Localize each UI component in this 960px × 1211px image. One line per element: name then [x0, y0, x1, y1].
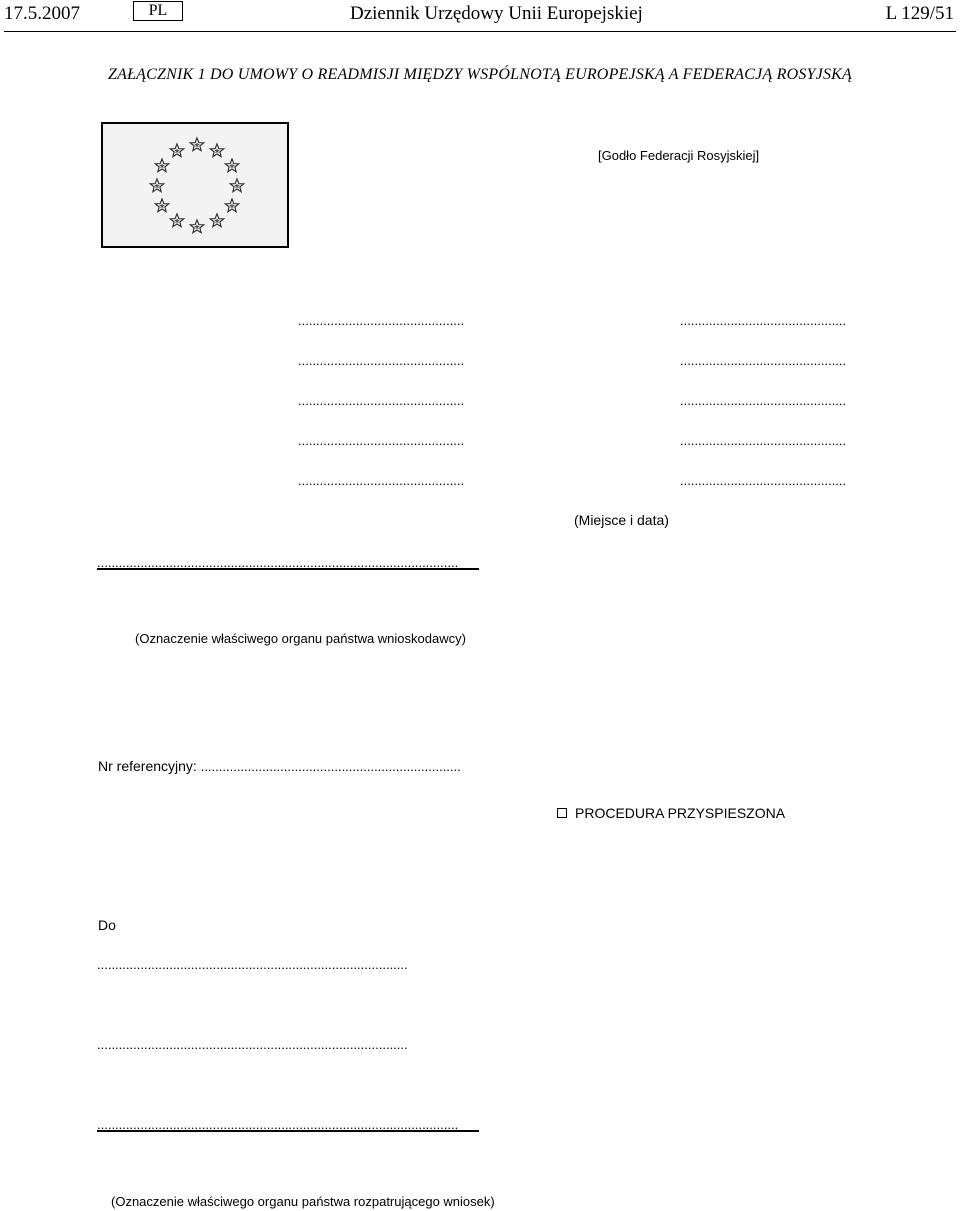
header-divider — [4, 31, 956, 32]
language-badge: PL — [133, 1, 183, 21]
right-dotted-line-1: .............................................. — [680, 313, 847, 328]
reference-number-field — [98, 758, 475, 774]
page-number: L 129/51 — [885, 3, 954, 24]
journal-title: Dziennik Urzędowy Unii Europejskiej — [350, 3, 643, 24]
right-dotted-line-4: .............................................. — [680, 433, 847, 448]
left-dotted-line-4: .............................................. — [298, 433, 465, 448]
right-dotted-line-5: .............................................. — [680, 473, 847, 488]
accelerated-procedure-option — [557, 805, 785, 821]
to-dotted-line-2: ...................................................................................... — [97, 1037, 408, 1052]
requesting-authority-label: (Oznaczenie właściwego organu państwa wnioskodawcy) — [135, 631, 466, 646]
left-dotted-line-1: .............................................. — [298, 313, 465, 328]
requesting-authority-dotted-line: .................................................................................................... — [97, 555, 459, 570]
right-dotted-line-3: .............................................. — [680, 393, 847, 408]
eu-stars-ring-icon — [103, 124, 287, 246]
right-dotted-line-2: .............................................. — [680, 353, 847, 368]
reference-number-dots: ........................................................................ — [200, 759, 461, 774]
document-title: ZAŁĄCZNIK 1 DO UMOWY O READMISJI MIĘDZY WSPÓLNOTĄ EUROPEJSKĄ A FEDERACJĄ ROSYJSKĄ — [108, 66, 852, 83]
place-date-label: (Miejsce i data) — [574, 512, 669, 528]
to-dotted-line-1: ...................................................................................... — [97, 957, 408, 972]
left-dotted-line-3: .............................................. — [298, 393, 465, 408]
receiving-authority-label: (Oznaczenie właściwego organu państwa rozpatrującego wniosek) — [111, 1194, 495, 1209]
left-dotted-line-2: .............................................. — [298, 353, 465, 368]
reference-number-label: Nr referencyjny: — [98, 758, 197, 774]
accelerated-procedure-label: PROCEDURA PRZYSPIESZONA — [575, 805, 786, 821]
to-label: Do — [98, 917, 116, 933]
journal-date: 17.5.2007 — [4, 3, 80, 24]
emblem-placeholder: [Godło Federacji Rosyjskiej] — [598, 148, 760, 163]
eu-flag-icon — [101, 122, 289, 248]
left-dotted-line-5: .............................................. — [298, 473, 465, 488]
requesting-authority-rule — [97, 568, 479, 570]
empty-checkbox-icon — [557, 808, 567, 818]
receiving-authority-dotted-line: .................................................................................................... — [97, 1117, 459, 1132]
receiving-authority-rule — [97, 1130, 479, 1132]
